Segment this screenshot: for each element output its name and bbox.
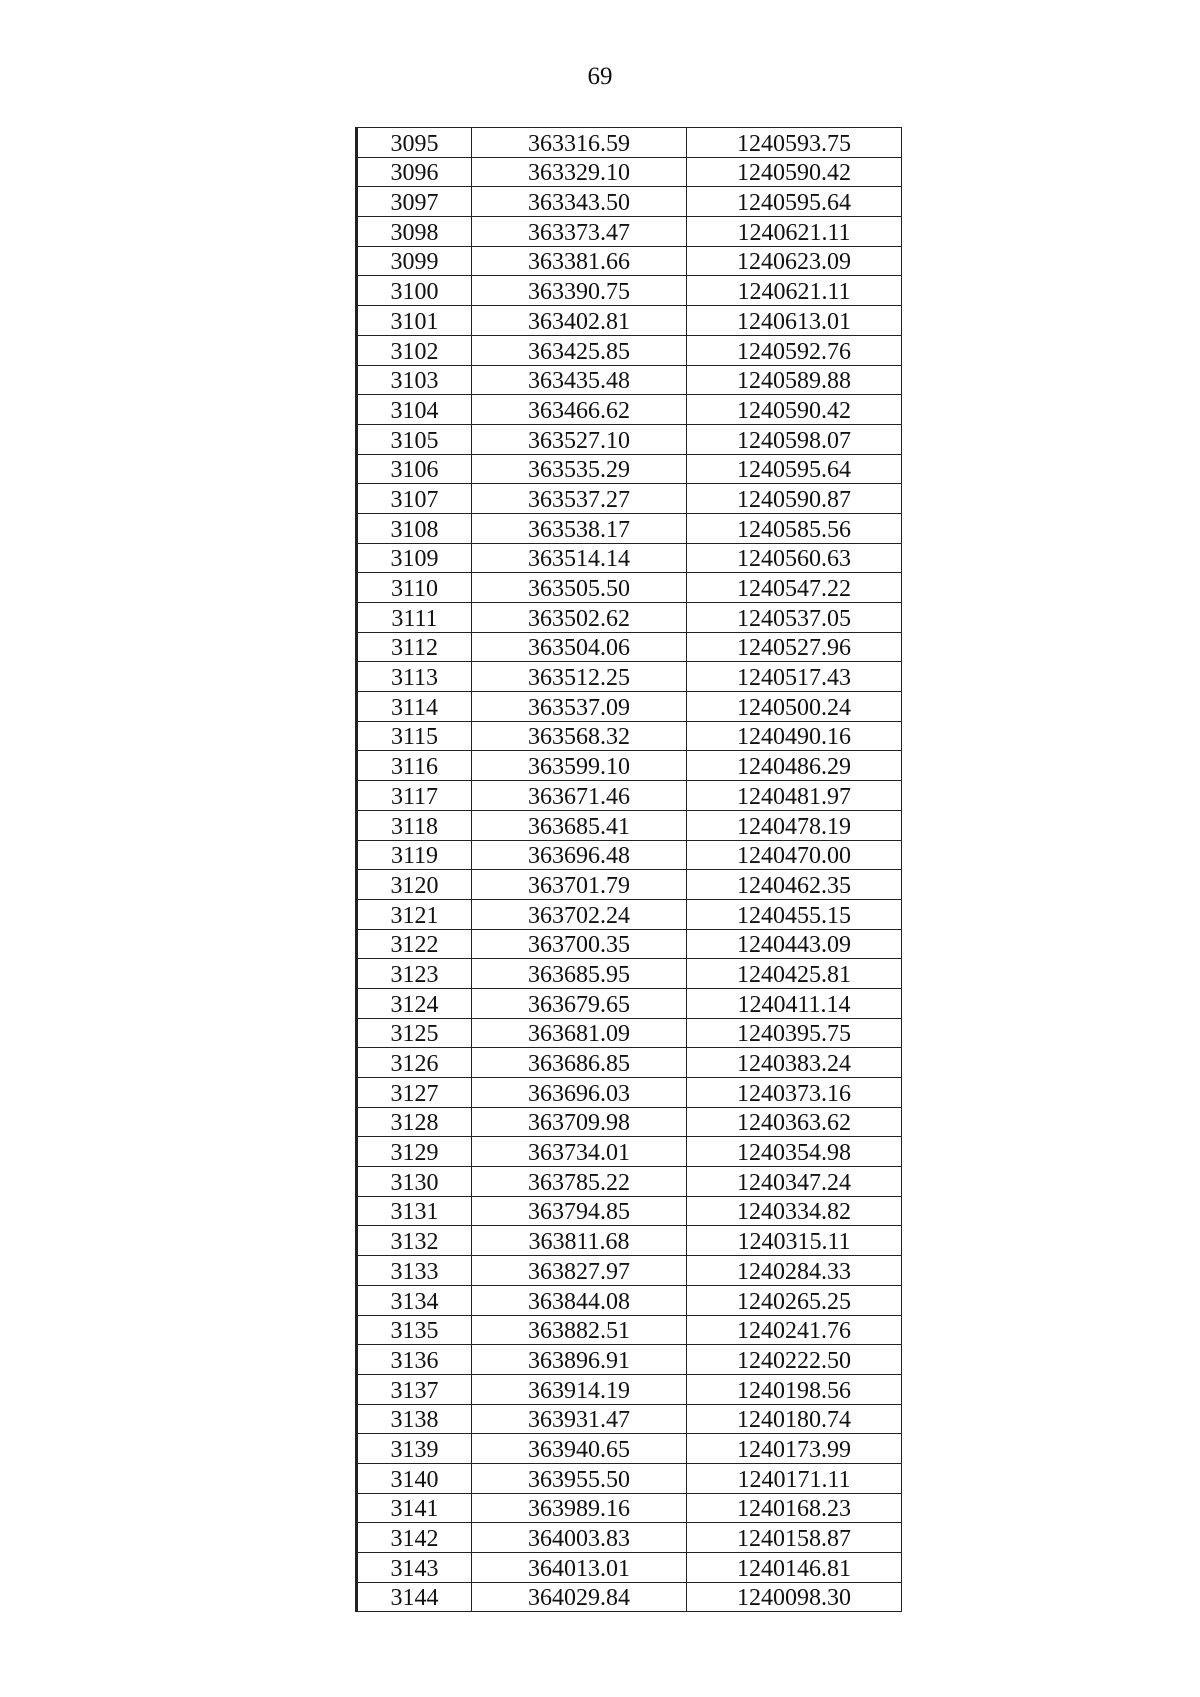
x-coordinate-cell: 363514.14 — [472, 543, 687, 573]
table-row — [357, 751, 902, 781]
point-number-cell: 3117 — [357, 781, 472, 811]
point-number-cell: 3115 — [357, 721, 472, 751]
point-number-cell: 3105 — [357, 424, 472, 454]
y-coordinate-cell: 1240098.30 — [687, 1582, 902, 1612]
y-coordinate-cell: 1240593.75 — [687, 128, 902, 158]
point-number-cell: 3119 — [357, 840, 472, 870]
point-number-cell: 3111 — [357, 603, 472, 633]
y-coordinate-cell: 1240354.98 — [687, 1137, 902, 1167]
point-number-cell: 3135 — [357, 1315, 472, 1345]
x-coordinate-cell: 363329.10 — [472, 157, 687, 187]
point-number-cell: 3102 — [357, 335, 472, 365]
point-number-cell: 3101 — [357, 306, 472, 336]
table-row — [357, 365, 902, 395]
point-number-cell: 3097 — [357, 187, 472, 217]
table-row — [357, 692, 902, 722]
y-coordinate-cell: 1240621.11 — [687, 217, 902, 247]
x-coordinate-cell: 363696.48 — [472, 840, 687, 870]
point-number-cell: 3096 — [357, 157, 472, 187]
x-coordinate-cell: 363316.59 — [472, 128, 687, 158]
x-coordinate-cell: 363466.62 — [472, 395, 687, 425]
point-number-cell: 3136 — [357, 1345, 472, 1375]
point-number-cell: 3114 — [357, 692, 472, 722]
table-row — [357, 1493, 902, 1523]
y-coordinate-cell: 1240595.64 — [687, 454, 902, 484]
x-coordinate-cell: 363701.79 — [472, 870, 687, 900]
table-row — [357, 217, 902, 247]
x-coordinate-cell: 363504.06 — [472, 632, 687, 662]
y-coordinate-cell: 1240590.87 — [687, 484, 902, 514]
table-row — [357, 1078, 902, 1108]
x-coordinate-cell: 363989.16 — [472, 1493, 687, 1523]
x-coordinate-cell: 363599.10 — [472, 751, 687, 781]
x-coordinate-cell: 363505.50 — [472, 573, 687, 603]
table-row — [357, 424, 902, 454]
x-coordinate-cell: 363914.19 — [472, 1374, 687, 1404]
table-row — [357, 1553, 902, 1583]
point-number-cell: 3109 — [357, 543, 472, 573]
point-number-cell: 3132 — [357, 1226, 472, 1256]
table-row — [357, 484, 902, 514]
table-row — [357, 721, 902, 751]
x-coordinate-cell: 363502.62 — [472, 603, 687, 633]
x-coordinate-cell: 363685.95 — [472, 959, 687, 989]
point-number-cell: 3103 — [357, 365, 472, 395]
x-coordinate-cell: 363512.25 — [472, 662, 687, 692]
point-number-cell: 3131 — [357, 1196, 472, 1226]
x-coordinate-cell: 363940.65 — [472, 1434, 687, 1464]
y-coordinate-cell: 1240478.19 — [687, 810, 902, 840]
x-coordinate-cell: 363402.81 — [472, 306, 687, 336]
point-number-cell: 3128 — [357, 1107, 472, 1137]
table-row — [357, 1434, 902, 1464]
point-number-cell: 3144 — [357, 1582, 472, 1612]
table-row — [357, 276, 902, 306]
x-coordinate-cell: 363538.17 — [472, 513, 687, 543]
x-coordinate-cell: 363679.65 — [472, 988, 687, 1018]
table-row — [357, 781, 902, 811]
point-number-cell: 3120 — [357, 870, 472, 900]
y-coordinate-cell: 1240222.50 — [687, 1345, 902, 1375]
x-coordinate-cell: 363390.75 — [472, 276, 687, 306]
y-coordinate-cell: 1240490.16 — [687, 721, 902, 751]
x-coordinate-cell: 363537.27 — [472, 484, 687, 514]
x-coordinate-cell: 363535.29 — [472, 454, 687, 484]
x-coordinate-cell: 363827.97 — [472, 1256, 687, 1286]
y-coordinate-cell: 1240560.63 — [687, 543, 902, 573]
y-coordinate-cell: 1240198.56 — [687, 1374, 902, 1404]
table-row — [357, 899, 902, 929]
point-number-cell: 3106 — [357, 454, 472, 484]
point-number-cell: 3143 — [357, 1553, 472, 1583]
point-number-cell: 3126 — [357, 1048, 472, 1078]
y-coordinate-cell: 1240363.62 — [687, 1107, 902, 1137]
point-number-cell: 3133 — [357, 1256, 472, 1286]
point-number-cell: 3125 — [357, 1018, 472, 1048]
y-coordinate-cell: 1240527.96 — [687, 632, 902, 662]
y-coordinate-cell: 1240173.99 — [687, 1434, 902, 1464]
table-row — [357, 1167, 902, 1197]
table-row — [357, 573, 902, 603]
table-row — [357, 959, 902, 989]
point-number-cell: 3107 — [357, 484, 472, 514]
table-row — [357, 543, 902, 573]
point-number-cell: 3118 — [357, 810, 472, 840]
x-coordinate-cell: 363896.91 — [472, 1345, 687, 1375]
x-coordinate-cell: 364029.84 — [472, 1582, 687, 1612]
y-coordinate-cell: 1240180.74 — [687, 1404, 902, 1434]
x-coordinate-cell: 363343.50 — [472, 187, 687, 217]
table-row — [357, 187, 902, 217]
y-coordinate-cell: 1240347.24 — [687, 1167, 902, 1197]
x-coordinate-cell: 363671.46 — [472, 781, 687, 811]
x-coordinate-cell: 363785.22 — [472, 1167, 687, 1197]
x-coordinate-cell: 364003.83 — [472, 1523, 687, 1553]
y-coordinate-cell: 1240486.29 — [687, 751, 902, 781]
point-number-cell: 3099 — [357, 246, 472, 276]
y-coordinate-cell: 1240373.16 — [687, 1078, 902, 1108]
table-row — [357, 632, 902, 662]
y-coordinate-cell: 1240443.09 — [687, 929, 902, 959]
y-coordinate-cell: 1240623.09 — [687, 246, 902, 276]
x-coordinate-cell: 363955.50 — [472, 1463, 687, 1493]
x-coordinate-cell: 363435.48 — [472, 365, 687, 395]
y-coordinate-cell: 1240455.15 — [687, 899, 902, 929]
x-coordinate-cell: 363381.66 — [472, 246, 687, 276]
y-coordinate-cell: 1240284.33 — [687, 1256, 902, 1286]
point-number-cell: 3139 — [357, 1434, 472, 1464]
table-row — [357, 1226, 902, 1256]
point-number-cell: 3130 — [357, 1167, 472, 1197]
x-coordinate-cell: 364013.01 — [472, 1553, 687, 1583]
y-coordinate-cell: 1240589.88 — [687, 365, 902, 395]
coordinates-table — [355, 127, 902, 1612]
y-coordinate-cell: 1240500.24 — [687, 692, 902, 722]
y-coordinate-cell: 1240395.75 — [687, 1018, 902, 1048]
x-coordinate-cell: 363686.85 — [472, 1048, 687, 1078]
x-coordinate-cell: 363373.47 — [472, 217, 687, 247]
y-coordinate-cell: 1240315.11 — [687, 1226, 902, 1256]
table-row — [357, 128, 902, 158]
x-coordinate-cell: 363537.09 — [472, 692, 687, 722]
table-row — [357, 1523, 902, 1553]
point-number-cell: 3141 — [357, 1493, 472, 1523]
table-body — [357, 128, 902, 1612]
x-coordinate-cell: 363734.01 — [472, 1137, 687, 1167]
table-row — [357, 513, 902, 543]
point-number-cell: 3108 — [357, 513, 472, 543]
y-coordinate-cell: 1240537.05 — [687, 603, 902, 633]
point-number-cell: 3142 — [357, 1523, 472, 1553]
point-number-cell: 3104 — [357, 395, 472, 425]
point-number-cell: 3137 — [357, 1374, 472, 1404]
y-coordinate-cell: 1240171.11 — [687, 1463, 902, 1493]
point-number-cell: 3134 — [357, 1285, 472, 1315]
y-coordinate-cell: 1240590.42 — [687, 395, 902, 425]
table-row — [357, 929, 902, 959]
x-coordinate-cell: 363681.09 — [472, 1018, 687, 1048]
table-row — [357, 1404, 902, 1434]
y-coordinate-cell: 1240241.76 — [687, 1315, 902, 1345]
table-row — [357, 1256, 902, 1286]
x-coordinate-cell: 363425.85 — [472, 335, 687, 365]
x-coordinate-cell: 363709.98 — [472, 1107, 687, 1137]
point-number-cell: 3138 — [357, 1404, 472, 1434]
point-number-cell: 3140 — [357, 1463, 472, 1493]
x-coordinate-cell: 363568.32 — [472, 721, 687, 751]
table-row — [357, 306, 902, 336]
y-coordinate-cell: 1240265.25 — [687, 1285, 902, 1315]
y-coordinate-cell: 1240383.24 — [687, 1048, 902, 1078]
table-row — [357, 1107, 902, 1137]
table-row — [357, 988, 902, 1018]
table-row — [357, 840, 902, 870]
point-number-cell: 3127 — [357, 1078, 472, 1108]
table-row — [357, 1463, 902, 1493]
y-coordinate-cell: 1240585.56 — [687, 513, 902, 543]
table-row — [357, 603, 902, 633]
x-coordinate-cell: 363794.85 — [472, 1196, 687, 1226]
y-coordinate-cell: 1240425.81 — [687, 959, 902, 989]
point-number-cell: 3110 — [357, 573, 472, 603]
y-coordinate-cell: 1240334.82 — [687, 1196, 902, 1226]
table-row — [357, 1374, 902, 1404]
table-row — [357, 1137, 902, 1167]
table-row — [357, 1345, 902, 1375]
table-row — [357, 1018, 902, 1048]
y-coordinate-cell: 1240595.64 — [687, 187, 902, 217]
x-coordinate-cell: 363702.24 — [472, 899, 687, 929]
y-coordinate-cell: 1240168.23 — [687, 1493, 902, 1523]
y-coordinate-cell: 1240547.22 — [687, 573, 902, 603]
point-number-cell: 3116 — [357, 751, 472, 781]
page-number: 69 — [587, 63, 613, 90]
point-number-cell: 3123 — [357, 959, 472, 989]
y-coordinate-cell: 1240146.81 — [687, 1553, 902, 1583]
table-row — [357, 662, 902, 692]
point-number-cell: 3112 — [357, 632, 472, 662]
table-row — [357, 395, 902, 425]
table-row — [357, 870, 902, 900]
point-number-cell: 3122 — [357, 929, 472, 959]
point-number-cell: 3095 — [357, 128, 472, 158]
y-coordinate-cell: 1240613.01 — [687, 306, 902, 336]
x-coordinate-cell: 363527.10 — [472, 424, 687, 454]
x-coordinate-cell: 363844.08 — [472, 1285, 687, 1315]
table-row — [357, 1048, 902, 1078]
x-coordinate-cell: 363882.51 — [472, 1315, 687, 1345]
x-coordinate-cell: 363811.68 — [472, 1226, 687, 1256]
point-number-cell: 3098 — [357, 217, 472, 247]
table-row — [357, 157, 902, 187]
y-coordinate-cell: 1240462.35 — [687, 870, 902, 900]
point-number-cell: 3121 — [357, 899, 472, 929]
y-coordinate-cell: 1240621.11 — [687, 276, 902, 306]
y-coordinate-cell: 1240481.97 — [687, 781, 902, 811]
table-row — [357, 1582, 902, 1612]
x-coordinate-cell: 363685.41 — [472, 810, 687, 840]
y-coordinate-cell: 1240158.87 — [687, 1523, 902, 1553]
point-number-cell: 3129 — [357, 1137, 472, 1167]
table-row — [357, 1196, 902, 1226]
point-number-cell: 3113 — [357, 662, 472, 692]
point-number-cell: 3100 — [357, 276, 472, 306]
point-number-cell: 3124 — [357, 988, 472, 1018]
table-row — [357, 454, 902, 484]
table-row — [357, 1285, 902, 1315]
x-coordinate-cell: 363700.35 — [472, 929, 687, 959]
table-row — [357, 1315, 902, 1345]
y-coordinate-cell: 1240590.42 — [687, 157, 902, 187]
x-coordinate-cell: 363931.47 — [472, 1404, 687, 1434]
y-coordinate-cell: 1240592.76 — [687, 335, 902, 365]
x-coordinate-cell: 363696.03 — [472, 1078, 687, 1108]
table-row — [357, 246, 902, 276]
table-row — [357, 335, 902, 365]
y-coordinate-cell: 1240470.00 — [687, 840, 902, 870]
y-coordinate-cell: 1240517.43 — [687, 662, 902, 692]
y-coordinate-cell: 1240411.14 — [687, 988, 902, 1018]
table-row — [357, 810, 902, 840]
y-coordinate-cell: 1240598.07 — [687, 424, 902, 454]
